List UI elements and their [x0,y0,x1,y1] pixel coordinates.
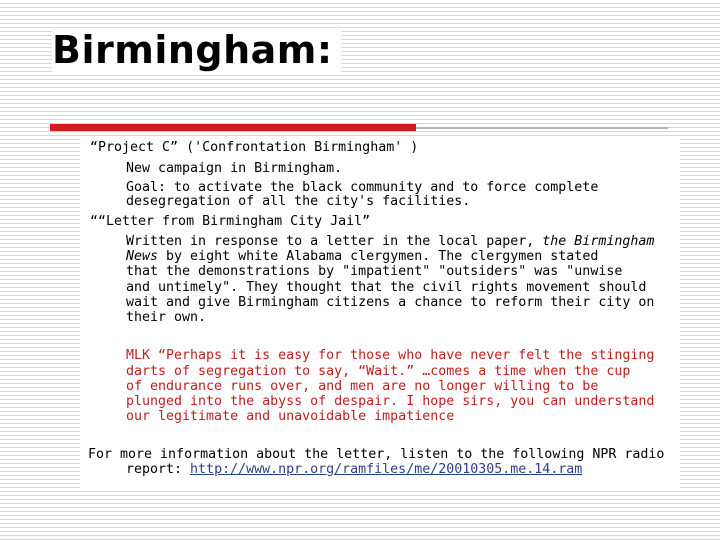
written-text: Written in response to a letter in the local paper, [126,234,543,249]
sub-bullet-new-campaign: New campaign in Birmingham. [126,161,343,176]
npr-report-link[interactable]: http://www.npr.org/ramfiles/me/20010305.me.14.ram [190,462,583,477]
mlk-quote: MLK “Perhaps it is easy for those who have never felt the stinging [126,348,655,363]
title-underline-grey [416,127,668,129]
report-prefix: report: [126,462,191,477]
newspaper-name: the Birmingham [542,234,655,249]
slide-body [80,138,680,488]
sub-bullet-written-cont-3: and untimely". They thought that the civil rights movement should [126,280,647,295]
bullet-more-info: For more information about the letter, listen to the following NPR radio [88,447,665,462]
mlk-quote-cont-2: of endurance runs over, and men are no longer willing to be [126,379,599,394]
sub-bullet-goal-cont: desegregation of all the city's facilities. [126,194,471,209]
clergymen-text: by eight white Alabama clergymen. The clergymen stated [158,249,599,264]
sub-bullet-goal: Goal: to activate the black community and to force complete [126,180,599,195]
bullet-project-c: “Project C” ('Confrontation Birmingham' ) [90,140,419,155]
bullet-letter-from-jail: ““Letter from Birmingham City Jail” [90,214,371,229]
mlk-quote-cont-1: darts of segregation to say, “Wait.” …comes a time when the cup [126,364,631,379]
slide-title: Birmingham: [52,28,341,72]
sub-bullet-written [126,234,654,249]
sub-bullet-written-cont-4: wait and give Birmingham citizens a chance to reform their city on [126,295,655,310]
sub-bullet-written-cont-2: that the demonstrations by "impatient" "outsiders" was "unwise [126,264,623,279]
sub-bullet-written-cont-5: their own. [126,310,207,325]
title-underline-red [50,124,416,131]
sub-bullet-written-cont-1 [126,249,598,264]
mlk-quote-cont-3: plunged into the abyss of despair. I hope sirs, you can understand [126,394,655,409]
bullet-more-info-cont [126,462,582,477]
mlk-quote-cont-4: our legitimate and unavoidable impatience [126,409,455,424]
newspaper-name-cont: News [126,249,159,264]
